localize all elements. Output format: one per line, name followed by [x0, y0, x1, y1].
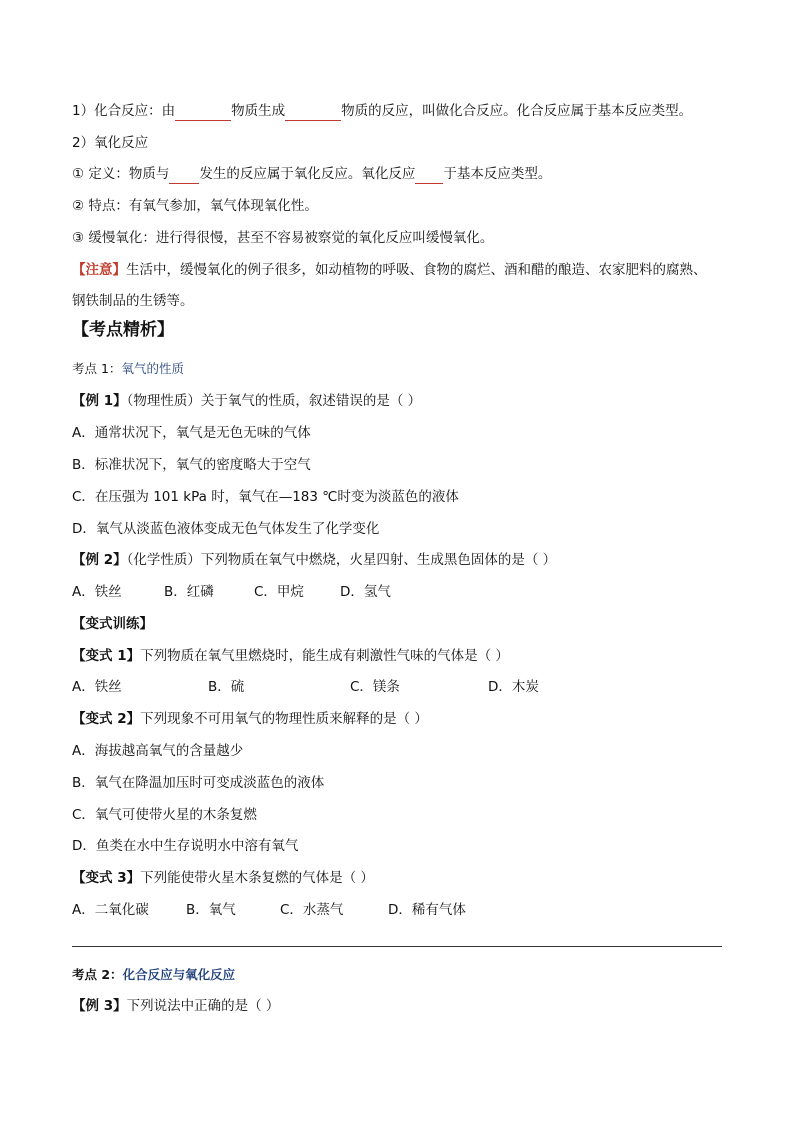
note-line-2: 钢铁制品的生锈等。	[72, 293, 194, 309]
key-point-label: 考点 1：	[72, 361, 122, 376]
combination-reaction-definition	[72, 101, 692, 121]
variant-tag: 【变式 3】	[72, 870, 141, 886]
example-1-option-a: A．通常状况下，氧气是无色无味的气体	[72, 425, 311, 441]
question-stem: 下列物质在氧气里燃烧时，能生成有刺激性气味的气体是（ ）	[140, 648, 509, 664]
option-a: A．二氧化碳	[72, 902, 149, 918]
variant-tag: 【变式 2】	[72, 711, 141, 727]
example-1-option-c: C．在压强为 101 kPa 时，氧气在—183 ℃时变为淡蓝色的液体	[72, 489, 459, 505]
question-stem: 下列能使带火星木条复燃的气体是（ ）	[140, 870, 374, 886]
question-stem: （化学性质）下列物质在氧气中燃烧，火星四射、生成黑色固体的是（ ）	[126, 552, 557, 568]
key-point-2	[72, 965, 235, 985]
text-segment: 1）化合反应：由	[72, 103, 176, 119]
option-c: C．甲烷	[254, 584, 304, 600]
fill-blank	[169, 169, 199, 184]
option-b: B．氧气	[186, 902, 236, 918]
example-tag: 【例 3】	[72, 998, 127, 1014]
example-tag: 【例 2】	[72, 552, 127, 568]
variant-2-option-b: B．氧气在降温加压时可变成淡蓝色的液体	[72, 775, 325, 791]
option-b: B．硫	[208, 679, 245, 695]
key-point-1	[72, 359, 184, 379]
variant-1-options	[72, 677, 539, 697]
oxidation-reaction-heading: 2）氧化反应	[72, 135, 149, 151]
oxidation-feature: ② 特点：有氧气参加，氧气体现氧化性。	[72, 198, 318, 214]
note-line-1	[72, 260, 707, 280]
option-a: A．铁丝	[72, 679, 122, 695]
text-segment: ① 定义：物质与	[72, 166, 170, 182]
example-3-stem	[72, 996, 279, 1016]
fill-blank	[175, 106, 231, 121]
fill-blank	[415, 169, 443, 184]
option-a: A．铁丝	[72, 584, 122, 600]
variant-3-options	[72, 900, 466, 920]
option-c: C．镁条	[350, 679, 400, 695]
text-segment: 于基本反应类型。	[443, 166, 552, 182]
option-c: C．水蒸气	[280, 902, 344, 918]
variant-2-option-a: A．海拔越高氧气的含量越少	[72, 743, 244, 759]
option-d: D．氢气	[340, 584, 391, 600]
option-b: B．红磷	[164, 584, 214, 600]
example-2-stem	[72, 550, 556, 570]
training-heading: 【变式训练】	[72, 616, 153, 632]
example-2-options	[72, 582, 391, 602]
key-point-title: 化合反应与氧化反应	[122, 967, 236, 982]
text-segment: 物质的反应，叫做化合反应。化合反应属于基本反应类型。	[341, 103, 693, 119]
example-tag: 【例 1】	[72, 393, 127, 409]
note-text: 生活中，缓慢氧化的例子很多，如动植物的呼吸、食物的腐烂、酒和醋的酿造、农家肥料的腐熟、	[126, 262, 707, 278]
fill-blank	[285, 106, 341, 121]
section-heading: 【考点精析】	[72, 320, 174, 340]
key-point-label: 考点 2：	[72, 967, 123, 982]
question-stem: （物理性质）关于氧气的性质，叙述错误的是（ ）	[126, 393, 422, 409]
text-segment: 发生的反应属于氧化反应。氧化反应	[199, 166, 416, 182]
variant-tag: 【变式 1】	[72, 648, 141, 664]
section-divider	[72, 946, 722, 947]
example-1-option-d: D．氧气从淡蓝色液体变成无色气体发生了化学变化	[72, 521, 380, 537]
variant-2-stem	[72, 709, 428, 729]
variant-2-option-c: C．氧气可使带火星的木条复燃	[72, 807, 257, 823]
variant-1-stem	[72, 646, 509, 666]
question-stem: 下列说法中正确的是（ ）	[126, 998, 280, 1014]
oxidation-definition	[72, 164, 551, 184]
example-1-stem	[72, 391, 421, 411]
note-tag: 【注意】	[72, 262, 126, 278]
variant-3-stem	[72, 868, 374, 888]
text-segment: 物质生成	[231, 103, 286, 119]
option-d: D．稀有气体	[388, 902, 466, 918]
key-point-title: 氧气的性质	[121, 361, 184, 376]
question-stem: 下列现象不可用氧气的物理性质来解释的是（ ）	[140, 711, 428, 727]
option-d: D．木炭	[488, 679, 539, 695]
variant-2-option-d: D．鱼类在水中生存说明水中溶有氧气	[72, 838, 299, 854]
slow-oxidation: ③ 缓慢氧化：进行得很慢，甚至不容易被察觉的氧化反应叫缓慢氧化。	[72, 230, 494, 246]
example-1-option-b: B．标准状况下，氧气的密度略大于空气	[72, 457, 311, 473]
